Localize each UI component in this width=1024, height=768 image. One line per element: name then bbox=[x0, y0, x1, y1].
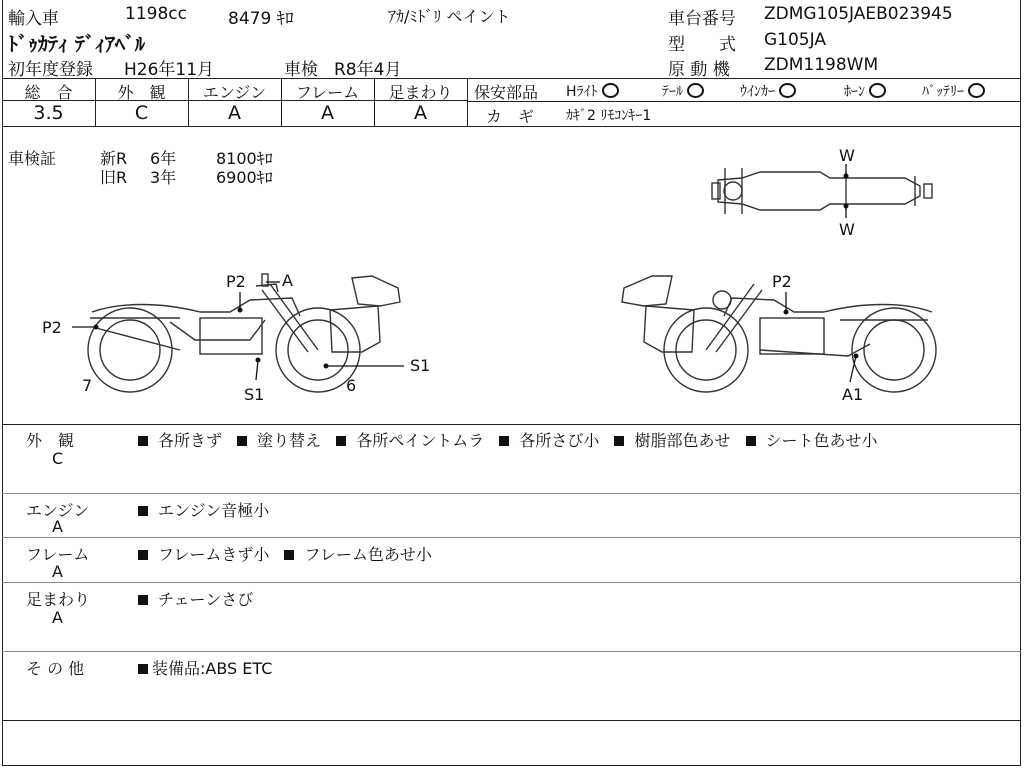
displacement: 1198cc bbox=[125, 4, 187, 24]
engine-number-label: 原 動 機 bbox=[668, 60, 730, 80]
mark-left-6: 6 bbox=[346, 376, 357, 395]
safety-item-battery: ﾊﾞｯﾃﾘｰ bbox=[922, 81, 985, 101]
grade-frame: A bbox=[321, 102, 334, 124]
mark-left-s1-right: S1 bbox=[410, 356, 431, 375]
remark-grade-exterior: C bbox=[52, 449, 64, 468]
divider bbox=[2, 537, 1021, 538]
grade-header-suspension: 足まわり bbox=[388, 83, 453, 102]
bullet-square-icon bbox=[138, 664, 148, 674]
grade-header-engine: エンジン bbox=[202, 83, 267, 102]
bullet-square-icon bbox=[138, 595, 148, 605]
import-label: 輸入車 bbox=[8, 9, 59, 29]
engine-number-value: ZDM1198WM bbox=[764, 55, 879, 75]
bullet-square-icon bbox=[237, 436, 247, 446]
divider bbox=[2, 582, 1021, 583]
mark-left-a: A bbox=[282, 271, 293, 290]
bullet-square-icon bbox=[614, 436, 624, 446]
bullet-square-icon bbox=[499, 436, 509, 446]
remark-items-suspension: チェーンさび bbox=[138, 587, 253, 610]
remark-grade-engine: A bbox=[52, 517, 63, 536]
remark-grade-suspension: A bbox=[52, 608, 63, 627]
model-type-label: 型 式 bbox=[668, 35, 736, 55]
model-type-value: G105JA bbox=[764, 30, 826, 50]
mark-left-s1-bottom: S1 bbox=[244, 385, 265, 404]
first-registration-label: 初年度登録 bbox=[8, 60, 93, 80]
mark-top-w2: W bbox=[839, 220, 855, 239]
mark-right-a1: A1 bbox=[842, 385, 864, 404]
remark-label-suspension: 足まわり bbox=[26, 590, 91, 609]
divider bbox=[2, 493, 1021, 494]
remark-label-exterior: 外 観 bbox=[26, 431, 75, 450]
key-label: カ ギ bbox=[486, 107, 535, 126]
grade-suspension: A bbox=[414, 102, 427, 124]
bullet-square-icon bbox=[138, 506, 148, 516]
divider bbox=[2, 651, 1021, 652]
bike-left-view bbox=[88, 274, 400, 392]
mark-left-p2-top: P2 bbox=[226, 272, 246, 291]
color: ｱｶ/ﾐﾄﾞﾘ ペイント bbox=[388, 7, 511, 26]
remark-label-other: そ の 他 bbox=[26, 659, 85, 678]
divider bbox=[2, 720, 1021, 721]
inspection-label: 車検 bbox=[284, 60, 318, 80]
frame-number-value: ZDMG105JAEB023945 bbox=[764, 4, 953, 24]
mark-left-p2-side: P2 bbox=[42, 318, 62, 337]
safety-item-taillight: ﾃｰﾙ bbox=[662, 81, 704, 101]
bike-right-view bbox=[622, 276, 936, 392]
model-name: ﾄﾞｩｶﾃｨ ﾃﾞｨｱﾍﾞﾙ bbox=[8, 32, 145, 56]
bullet-square-icon bbox=[284, 550, 294, 560]
mileage: 8479 ｷﾛ bbox=[228, 9, 294, 29]
grade-header-exterior: 外 観 bbox=[117, 83, 166, 102]
shaken-old-label: 旧R bbox=[100, 168, 128, 187]
grade-header-frame: フレーム bbox=[295, 83, 360, 102]
remark-items-other: 装備品:ABS ETC bbox=[138, 656, 272, 679]
shaken-old-price: 6900ｷﾛ bbox=[216, 168, 273, 187]
grade-header-overall: 総 合 bbox=[24, 83, 73, 102]
remark-grade-frame: A bbox=[52, 562, 63, 581]
remark-label-engine: エンジン bbox=[26, 501, 90, 520]
shaken-new-label: 新R bbox=[100, 149, 128, 168]
frame-number-label: 車台番号 bbox=[668, 9, 736, 29]
mark-left-7: 7 bbox=[82, 376, 93, 395]
grade-overall: 3.5 bbox=[33, 102, 64, 124]
safety-parts-label: 保安部品 bbox=[474, 83, 539, 102]
remark-items-engine: エンジン音極小 bbox=[138, 498, 269, 521]
grade-engine: A bbox=[228, 102, 241, 124]
bullet-square-icon bbox=[746, 436, 756, 446]
shaken-new-years: 6年 bbox=[150, 149, 177, 168]
remark-label-frame: フレーム bbox=[26, 545, 90, 564]
mark-right-p2: P2 bbox=[772, 272, 792, 291]
bullet-square-icon bbox=[336, 436, 346, 446]
mark-top-w1: W bbox=[839, 146, 855, 165]
grade-exterior: C bbox=[134, 102, 149, 124]
safety-item-horn: ﾎｰﾝ bbox=[844, 81, 886, 101]
key-value: ｶｷﾞ2 ﾘﾓｺﾝｷｰ1 bbox=[566, 108, 652, 124]
bike-top-view bbox=[712, 168, 932, 214]
remark-items-exterior: 各所きず 塗り替え 各所ペイントムラ 各所さび小 樹脂部色あせ シート色あせ小 bbox=[138, 428, 878, 451]
shaken-new-price: 8100ｷﾛ bbox=[216, 149, 273, 168]
remark-items-frame: フレームきず小 フレーム色あせ小 bbox=[138, 542, 432, 565]
first-registration-value: H26年11月 bbox=[124, 60, 215, 80]
safety-item-headlight: Hﾗｲﾄ bbox=[566, 81, 619, 101]
shaken-old-years: 3年 bbox=[150, 168, 177, 187]
inspection-value: R8年4月 bbox=[334, 60, 402, 80]
bullet-square-icon bbox=[138, 436, 148, 446]
divider bbox=[2, 424, 1021, 425]
safety-item-winker: ｳｲﾝｶｰ bbox=[740, 81, 796, 101]
shaken-label: 車検証 bbox=[8, 149, 57, 168]
bullet-square-icon bbox=[138, 550, 148, 560]
